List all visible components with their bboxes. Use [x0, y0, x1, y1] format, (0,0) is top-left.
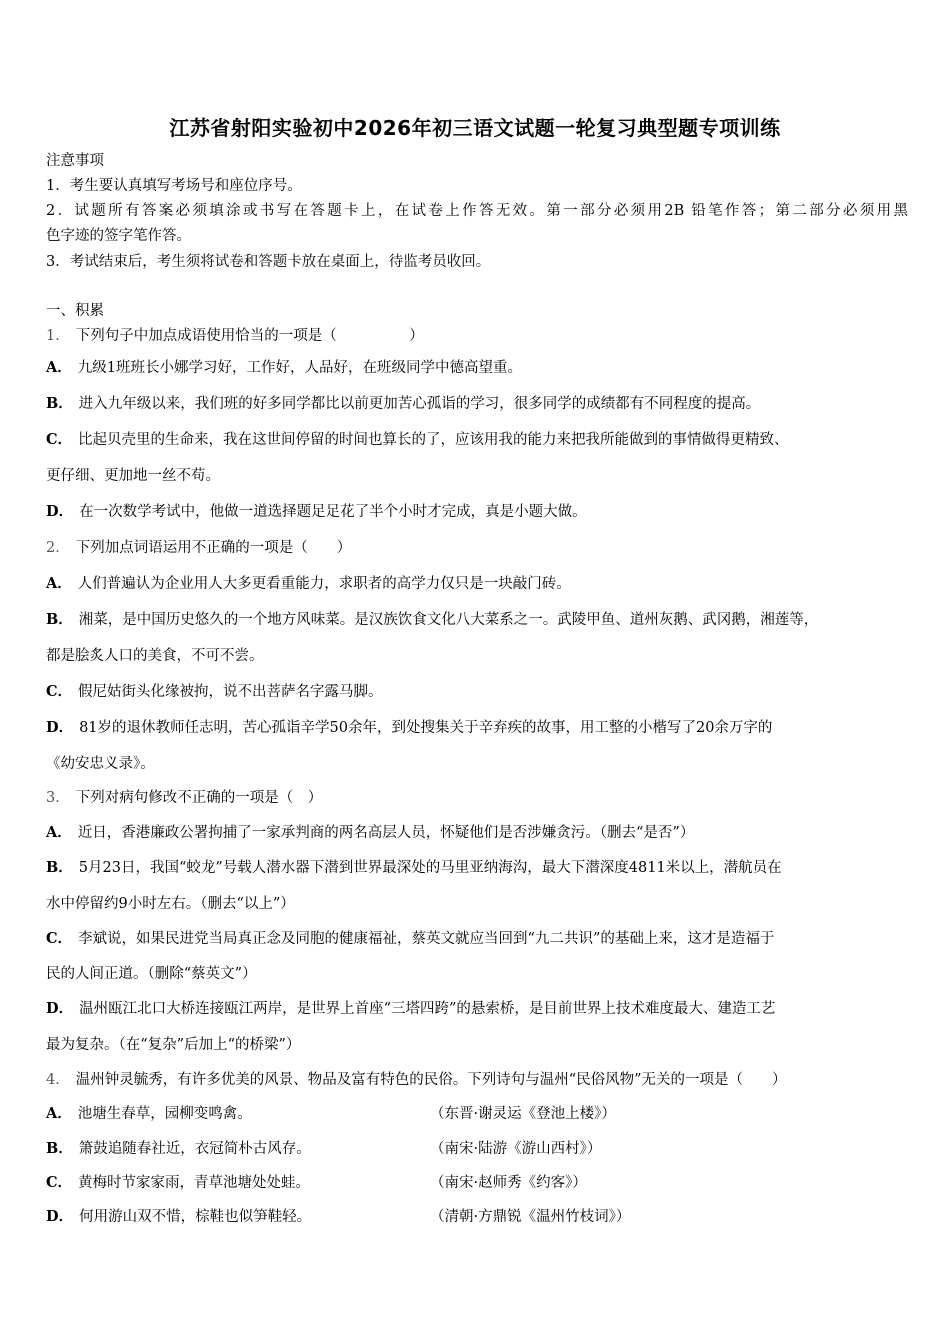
option-text: 比起贝壳里的生命来，我在这世间停留的时间也算长的了，应该用我的能力来把我所能做到的事情做得更精致、	[78, 432, 789, 448]
question-3-option	[46, 998, 908, 1020]
option-text: 李斌说，如果民进党当局真正念及同胞的健康福祉，蔡英文就应当回到“九二共识”的基础上来，这才是造福于	[78, 931, 775, 947]
question-3-option-continued	[46, 1034, 908, 1056]
page-title: 江苏省射阳实验初中2026年初三语文试题一轮复习典型题专项训练	[169, 116, 781, 140]
option-label: B．	[46, 859, 73, 876]
option-text: 水中停留约9小时左右。（删去“以上”）	[46, 896, 295, 912]
option-text: 在一次数学考试中，他做一道选择题足足花了半个小时才完成，真是小题大做。	[79, 504, 587, 520]
question-4-option	[46, 1206, 908, 1228]
option-label: A．	[46, 359, 72, 376]
option-source: （南宋·赵师秀《约客》）	[430, 1175, 587, 1191]
option-text: 九级1班班长小娜学习好，工作好，人品好，在班级同学中德高望重。	[77, 360, 522, 376]
question-2-option	[46, 717, 908, 739]
option-text: 81岁的退休教师任志明，苦心孤诣辛学50余年，到处搜集关于辛弃疾的故事，用工整的小楷写了20余万字的	[79, 720, 773, 736]
option-label: A．	[46, 575, 72, 592]
option-label: D．	[46, 1000, 74, 1017]
section-heading: 一、积累	[46, 303, 104, 319]
question-2-option	[46, 573, 908, 595]
notice-item: 色字迹的签字笔作答。	[46, 228, 191, 244]
option-text: 何用游山双不惜，棕鞋也似笋鞋轻。	[79, 1209, 312, 1225]
option-text: 更仔细、更加地一丝不苟。	[46, 468, 220, 484]
notice-item: 3．考试结束后，考生须将试卷和答题卡放在桌面上，待监考员收回。	[46, 254, 491, 270]
option-source: （南宋·陆游《游山西村》）	[430, 1141, 602, 1157]
option-text: 最为复杂。（在“复杂”后加上“的桥梁”）	[46, 1037, 301, 1053]
option-label: A．	[46, 1105, 72, 1122]
question-number: 2．	[46, 540, 70, 556]
question-1-option-continued	[46, 465, 908, 487]
option-text: 箫鼓追随春社近，衣冠简朴古风存。	[78, 1141, 311, 1157]
option-text: 近日，香港廉政公署拘捕了一家承判商的两名高层人员，怀疑他们是否涉嫌贪污。（删去“是否”）	[77, 825, 695, 841]
option-text: 温州瓯江北口大桥连接瓯江两岸，是世界上首座“三塔四跨”的悬索桥，是目前世界上技术难度最大、建造工艺	[79, 1001, 776, 1017]
option-label: B．	[46, 395, 73, 412]
question-text: 下列加点词语运用不正确的一项是（ ）	[75, 540, 352, 556]
option-label: D．	[46, 503, 74, 520]
question-number: 1．	[46, 328, 70, 344]
option-label: C．	[46, 683, 73, 700]
notice-item: 2．试题所有答案必须填涂或书写在答题卡上，在试卷上作答无效。第一部分必须用2B 铅笔作答；第二部分必须用黑	[46, 203, 908, 219]
option-text: 都是脍炙人口的美食，不可不尝。	[46, 648, 264, 664]
option-text: 5月23日，我国“蛟龙”号载人潜水器下潜到世界最深处的马里亚纳海沟，最大下潜深度4811米以上，潜航员在	[78, 860, 782, 876]
notice-heading: 注意事项	[46, 153, 104, 169]
option-label: C．	[46, 1174, 73, 1191]
question-3-option-continued	[46, 963, 908, 985]
question-4-option	[46, 1103, 908, 1125]
option-text: 湘菜，是中国历史悠久的一个地方风味菜。是汉族饮食文化八大菜系之一。武陵甲鱼、道州灰鹅、武冈鹅，湘莲等，	[78, 612, 819, 628]
question-2-stem	[46, 537, 908, 559]
option-source: （东晋·谢灵运《登池上楼》）	[430, 1106, 616, 1122]
option-text: 进入九年级以来，我们班的好多同学都比以前更加苦心孤诣的学习，很多同学的成绩都有不同程度的提高。	[78, 396, 761, 412]
question-3-option	[46, 857, 908, 879]
option-label: C．	[46, 431, 73, 448]
question-1-option	[46, 501, 908, 523]
option-text: 人们普遍认为企业用人大多更看重能力，求职者的高学力仅只是一块敲门砖。	[77, 576, 571, 592]
question-4-option	[46, 1138, 908, 1160]
question-text: 下列句子中加点成语使用恰当的一项是（ ）	[75, 328, 424, 344]
option-text: 假尼姑街头化缘被拘，说不出菩萨名字露马脚。	[78, 684, 383, 700]
option-text: 民的人间正道。（删除“蔡英文”）	[46, 966, 257, 982]
question-2-option	[46, 609, 908, 631]
question-text: 下列对病句修改不正确的一项是（ ）	[75, 790, 323, 806]
question-2-option-continued	[46, 753, 908, 775]
option-label: B．	[46, 1140, 73, 1157]
question-4-option	[46, 1172, 908, 1194]
question-2-option-continued	[46, 645, 908, 667]
option-text: 池塘生春草，园柳变鸣禽。	[77, 1106, 252, 1122]
question-1-option	[46, 357, 908, 379]
option-label: D．	[46, 719, 74, 736]
option-label: B．	[46, 611, 73, 628]
option-text: 黄梅时节家家雨，青草池塘处处蛙。	[78, 1175, 311, 1191]
question-2-option	[46, 681, 908, 703]
question-number: 3．	[46, 790, 70, 806]
question-3-option-continued	[46, 893, 908, 915]
option-text: 《幼安忠义录》。	[46, 756, 155, 772]
question-1-option	[46, 393, 908, 415]
question-1-stem	[46, 325, 908, 347]
question-4-stem	[46, 1069, 908, 1091]
notice-item: 1．考生要认真填写考场号和座位序号。	[46, 178, 302, 194]
option-label: C．	[46, 930, 73, 947]
option-label: D．	[46, 1208, 74, 1225]
question-3-option	[46, 822, 908, 844]
question-number: 4．	[46, 1072, 70, 1088]
question-3-option	[46, 928, 908, 950]
question-1-option	[46, 429, 908, 451]
option-label: A．	[46, 824, 72, 841]
option-source: （清朝·方鼎锐《温州竹枝词》）	[430, 1209, 631, 1225]
question-text: 温州钟灵毓秀，有许多优美的风景、物品及富有特色的民俗。下列诗句与温州“民俗风物”无关的一项是（ ）	[75, 1072, 787, 1088]
question-3-stem	[46, 787, 908, 809]
